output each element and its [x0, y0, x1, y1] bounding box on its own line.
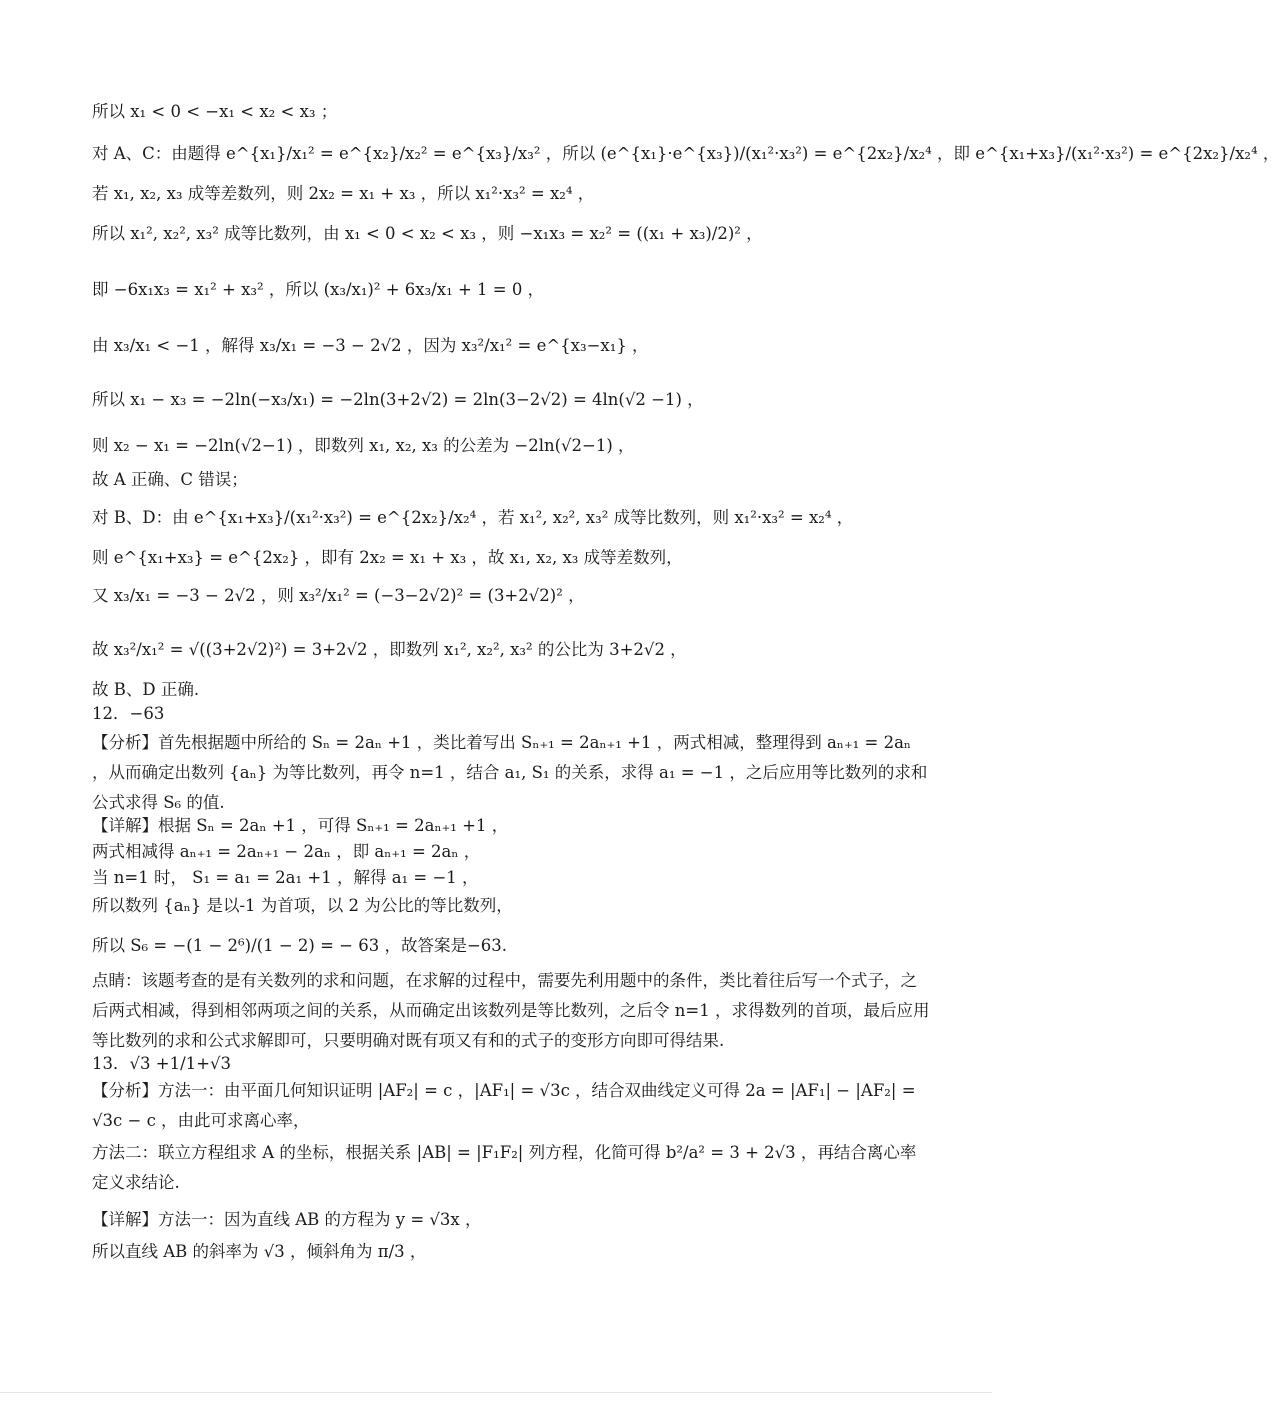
text-line: 故 x₃²/x₁² = √((3+2√2)²) = 3+2√2 ，即数列 x₁², x₂², x₃² 的公比为 3+2√2 ， — [92, 640, 687, 659]
text-line: 由 x₃/x₁ < −1 ，解得 x₃/x₁ = −3 − 2√2 ，因为 x₃²/x₁² = e^{x₃−x₁} ， — [92, 336, 649, 355]
text-paragraph: 【分析】方法一：由平面几何知识证明 |AF₂| = c ，|AF₁| = √3c ，结合双曲线定义可得 2a = |AF₁| − |AF₂| = √3c − c ，由此可求离心率， — [92, 1081, 916, 1130]
text-line: 所以数列 {aₙ} 是以-1 为首项，以 2 为公比的等比数列， — [92, 896, 513, 915]
text-line: 则 e^{x₁+x₃} = e^{2x₂} ，即有 2x₂ = x₁ + x₃ ，故 x₁, x₂, x₃ 成等差数列， — [92, 548, 683, 567]
text-line: 对 B、D：由 e^{x₁+x₃}/(x₁²·x₃²) = e^{2x₂}/x₂⁴ ，若 x₁², x₂², x₃² 成等比数列，则 x₁²·x₃² = x₂⁴ ， — [92, 508, 854, 527]
text-line: 两式相减得 aₙ₊₁ = 2aₙ₊₁ − 2aₙ ，即 aₙ₊₁ = 2aₙ ， — [92, 842, 481, 861]
text-line: 又 x₃/x₁ = −3 − 2√2 ，则 x₃²/x₁² = (−3−2√2)² = (3+2√2)² ， — [92, 586, 585, 605]
text-paragraph: 点睛：该题考查的是有关数列的求和问题，在求解的过程中，需要先利用题中的条件，类比着往后写一个式子，之后两式相减，得到相邻两项之间的关系，从而确定出该数列是等比数列，之后令 n=1 ，求得数列的首项，最后应用等比数列的求和公式求解即可，只要明确对既有项又有和的式子的变形方向即可得结果. — [92, 971, 930, 1050]
text-line: 所以直线 AB 的斜率为 √3 ，倾斜角为 π/3 ， — [92, 1242, 427, 1261]
text-line: 对 A、C：由题得 e^{x₁}/x₁² = e^{x₂}/x₂² = e^{x₃}/x₃² ，所以 (e^{x₁}·e^{x₃})/(x₁²·x₃²) = e^{2x₂}/x₂⁴ ，即 e^{x₁+x₃}/(x₁²·x₃²) = e^{2x₂}/x₂⁴ ， — [92, 144, 1279, 163]
text-line: 当 n=1 时， S₁ = a₁ = 2a₁ +1 ，解得 a₁ = −1 ， — [92, 868, 479, 887]
text-line: 【详解】根据 Sₙ = 2aₙ +1 ，可得 Sₙ₊₁ = 2aₙ₊₁ +1 ， — [92, 816, 509, 835]
text-line: 即 −6x₁x₃ = x₁² + x₃² ，所以 (x₃/x₁)² + 6x₃/x₁ + 1 = 0 ， — [92, 280, 545, 299]
text-line: 故 A 正确、C 错误； — [92, 470, 248, 489]
text-line: 所以 x₁ − x₃ = −2ln(−x₃/x₁) = −2ln(3+2√2) = 2ln(3−2√2) = 4ln(√2 −1) ， — [92, 390, 704, 409]
text-line: 故 B、D 正确. — [92, 680, 200, 699]
text-paragraph: 方法二：联立方程组求 A 的坐标，根据关系 |AB| = |F₁F₂| 列方程，化简可得 b²/a² = 3 + 2√3 ，再结合离心率定义求结论. — [92, 1143, 917, 1192]
text-line: 【详解】方法一：因为直线 AB 的方程为 y = √3x ， — [92, 1210, 482, 1229]
text-line: 12．−63 — [92, 704, 165, 723]
text-line: 所以 x₁², x₂², x₃² 成等比数列，由 x₁ < 0 < x₂ < x₃ ，则 −x₁x₃ = x₂² = ((x₁ + x₃)/2)² ， — [92, 224, 763, 243]
text-line: 则 x₂ − x₁ = −2ln(√2−1) ，即数列 x₁, x₂, x₃ 的公差为 −2ln(√2−1) ， — [92, 436, 635, 455]
text-line: 若 x₁, x₂, x₃ 成等差数列，则 2x₂ = x₁ + x₃ ，所以 x₁²·x₃² = x₂⁴ ， — [92, 184, 595, 203]
page-bottom-edge — [0, 1392, 992, 1393]
text-line: 所以 S₆ = −(1 − 2⁶)/(1 − 2) = − 63 ，故答案是−63. — [92, 936, 508, 955]
text-line: 所以 x₁ < 0 < −x₁ < x₂ < x₃ ； — [92, 102, 338, 121]
text-line: 13．√3 +1/1+√3 — [92, 1054, 231, 1073]
text-paragraph: 【分析】首先根据题中所给的 Sₙ = 2aₙ +1 ，类比着写出 Sₙ₊₁ = 2aₙ₊₁ +1 ，两式相减，整理得到 aₙ₊₁ = 2aₙ ，从而确定出数列 {aₙ} 为等比数列，再令 n=1 ，结合 a₁, S₁ 的关系，求得 a₁ = −1 ，之后应用等比数列的求和公式求得 S₆ 的值. — [92, 733, 928, 812]
